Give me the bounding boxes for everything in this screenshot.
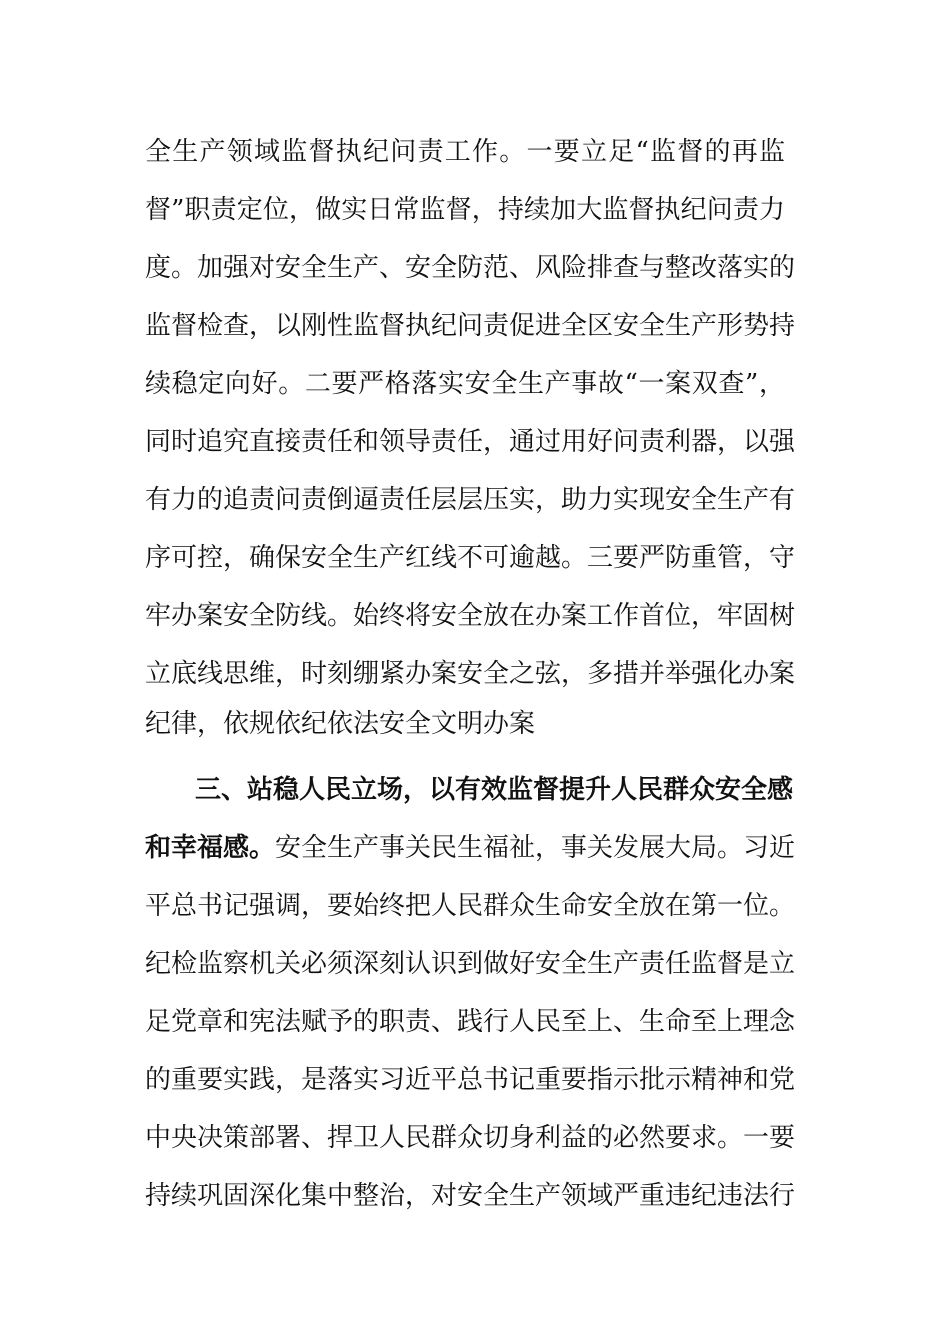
paragraph-line: 足党章和宪法赋予的职责、践行人民至上、生命至上理念 <box>145 1007 796 1037</box>
paragraph-line: 全生产领域监督执纪问责工作。一要立足“监督的再监 <box>145 137 785 167</box>
paragraph-line: 的重要实践，是落实习近平总书记重要指示批示精神和党 <box>145 1065 796 1095</box>
paragraph-line: 牢办案安全防线。始终将安全放在办案工作首位，牢固树 <box>145 601 796 631</box>
paragraph-line: 有力的追责问责倒逼责任层层压实，助力实现安全生产有 <box>145 485 796 515</box>
paragraph-line: 度。加强对安全生产、安全防范、风险排查与整改落实的 <box>145 253 796 283</box>
section-heading-continuation: 和幸福感。 <box>145 833 276 863</box>
paragraph-line: 监督检查，以刚性监督执纪问责促进全区安全生产形势持 <box>145 311 796 341</box>
paragraph-line: 纪检监察机关必须深刻认识到做好安全生产责任监督是立 <box>145 949 796 979</box>
paragraph-line: 序可控，确保安全生产红线不可逾越。三要严防重管，守 <box>145 543 796 573</box>
paragraph-line: 同时追究直接责任和领导责任，通过用好问责利器，以强 <box>145 427 796 457</box>
paragraph-line: 督”职责定位，做实日常监督，持续加大监督执纪问责力 <box>145 195 785 225</box>
paragraph-line: 持续巩固深化集中整治，对安全生产领域严重违纪违法行 <box>145 1181 796 1211</box>
section-intro-text: 安全生产事关民生福祉，事关发展大局。习近 <box>275 833 796 863</box>
paragraph-line: 续稳定向好。二要严格落实安全生产事故“一案双查”， <box>145 369 785 399</box>
paragraph-line: 中央决策部署、捍卫人民群众切身利益的必然要求。一要 <box>145 1123 796 1153</box>
paragraph-line: 立底线思维，时刻绷紧办案安全之弦，多措并举强化办案 <box>145 659 796 689</box>
paragraph-line: 平总书记强调，要始终把人民群众生命安全放在第一位。 <box>145 891 796 921</box>
section-intro-line <box>145 826 796 870</box>
paragraph-last-line: 纪律，依规依纪依法安全文明办案 <box>145 709 536 739</box>
section-heading: 三、站稳人民立场，以有效监督提升人民群众安全感 <box>195 775 794 805</box>
